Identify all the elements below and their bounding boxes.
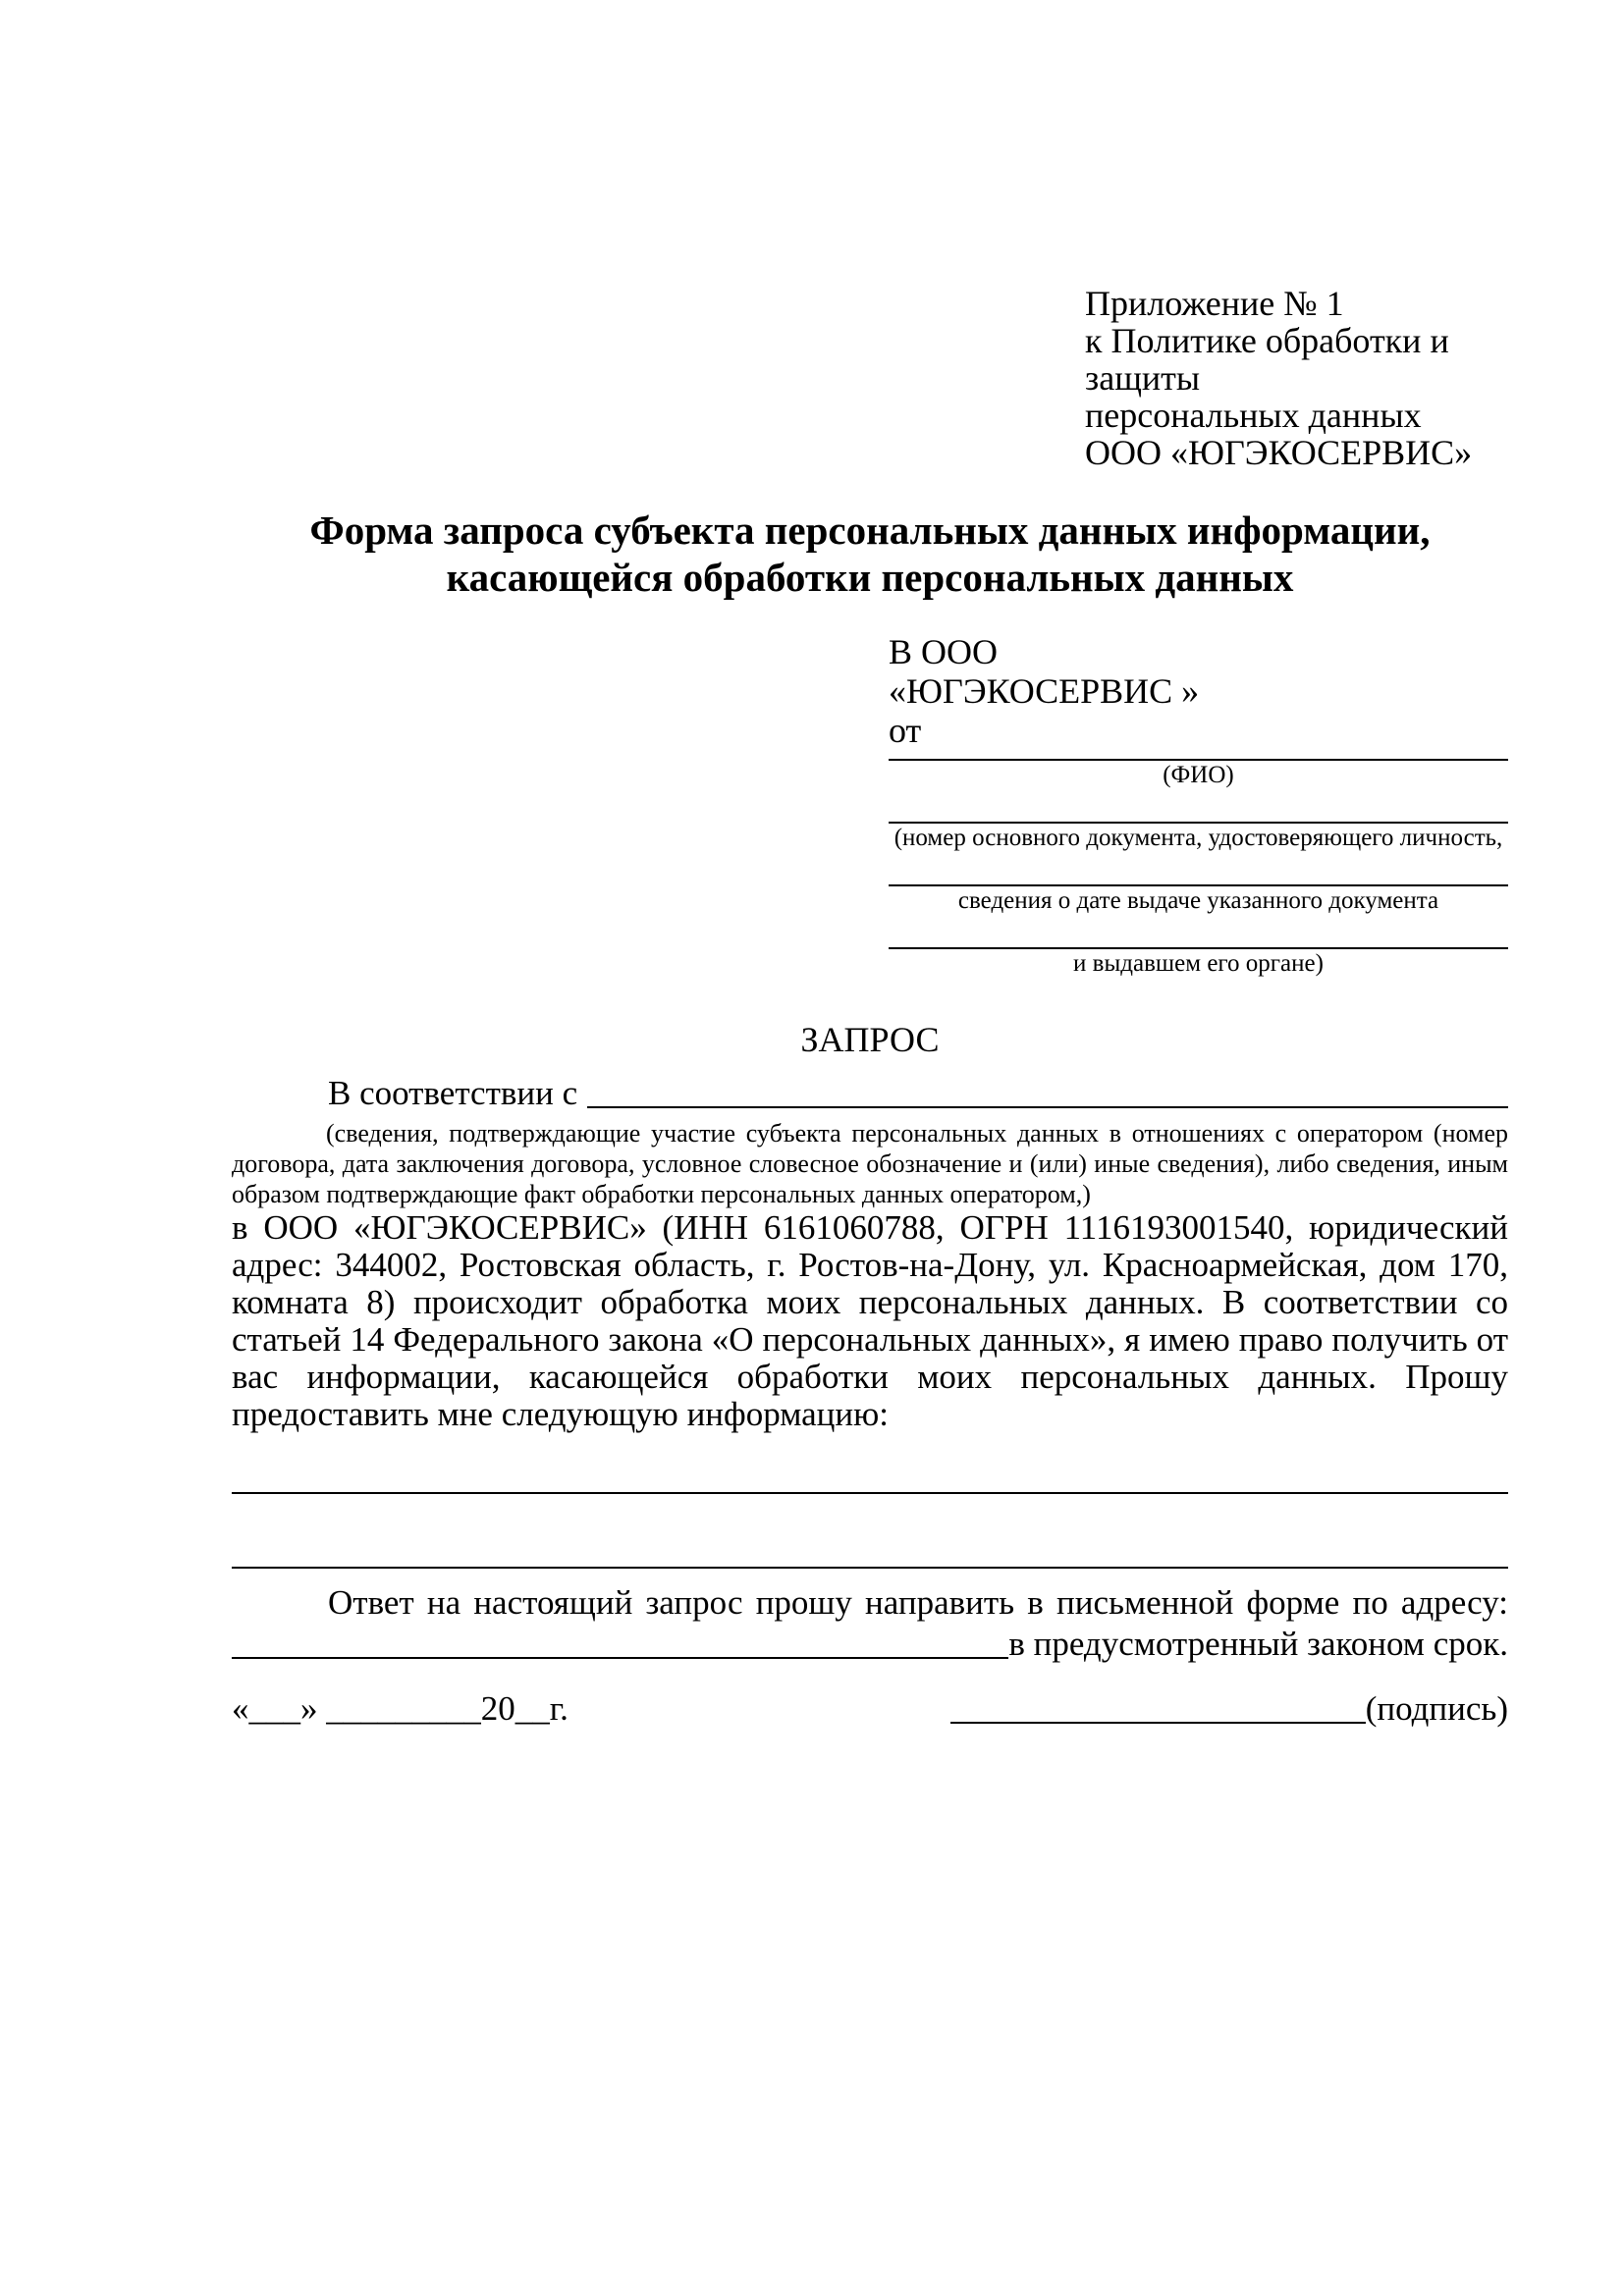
reply-paragraph-line2 [232,1624,1508,1665]
accordance-note: (сведения, подтверждающие участие субъекта персональных данных в отношениях с оператором (номер договора, дата заключения договора, условное словесное обозначение и (или) иные сведения), либо сведения, иным образом подтверждающие факт обработки персональных данных оператором,) [232,1119,1508,1208]
issuing-authority-field [889,947,1508,979]
date-blank: «___» _________20__г. [232,1689,568,1728]
issuing-authority-caption: и выдавшем его органе) [1073,950,1324,977]
info-fill-line-1 [232,1492,1508,1494]
accordance-lead-text: В соответствии с [328,1074,578,1112]
addressee-line: В ООО [889,632,999,671]
issue-date-caption: сведения о дате выдаче указанного документа [957,887,1439,914]
fio-caption: (ФИО) [1163,762,1234,788]
addressee-line: «ЮГЭКОСЕРВИС » [889,671,1200,711]
document-title-line: Форма запроса субъекта персональных данных информации, [309,507,1431,553]
document-number-caption: (номер основного документа, удостоверяющего личность, [893,825,1503,851]
appendix-header-line: к Политике обработки и защиты [1085,321,1449,398]
reply-paragraph-suffix: в предусмотренный законом срок. [1008,1625,1508,1663]
document-title-line: касающейся обработки персональных данных [446,555,1294,600]
addressee-line: от [889,711,922,750]
signature-fill-line [950,1688,1366,1724]
appendix-header [1085,285,1508,471]
request-heading: ЗАПРОС [800,1020,940,1059]
fio-field [889,759,1508,790]
accordance-line [232,1073,1508,1114]
appendix-header-line: персональных данных [1085,396,1422,435]
reply-paragraph-line1: Ответ на настоящий запрос прошу направить в письменной форме по адресу: [328,1583,1508,1622]
document-title [232,507,1508,601]
signature-row [232,1688,1508,1730]
addressee-block [889,632,1508,750]
info-fill-line-2 [232,1567,1508,1569]
accordance-fill-line [587,1073,1508,1108]
address-fill-line [232,1624,1008,1659]
addressee-fields [889,759,1508,979]
appendix-header-line: ООО «ЮГЭКОСЕРВИС» [1085,433,1473,472]
signature-caption: (подпись) [1365,1689,1508,1728]
body-paragraph: в ООО «ЮГЭКОСЕРВИС» (ИНН 6161060788, ОГРН 1116193001540, юридический адрес: 344002, Ростовская область, г. Ростов-на-Дону, ул. Красноармейская, дом 170, комната 8) происходит обработка моих персональных данных. В соответствии со статьей 14 Федерального закона «О персональных данных», я имею право получить от вас информации, касающейся обработки моих персональных данных. Прошу предоставить мне следующую информацию: [232,1208,1508,1433]
signature-area [950,1688,1508,1730]
document-number-field [889,822,1508,853]
issue-date-field [889,884,1508,916]
appendix-header-line: Приложение № 1 [1085,284,1344,323]
